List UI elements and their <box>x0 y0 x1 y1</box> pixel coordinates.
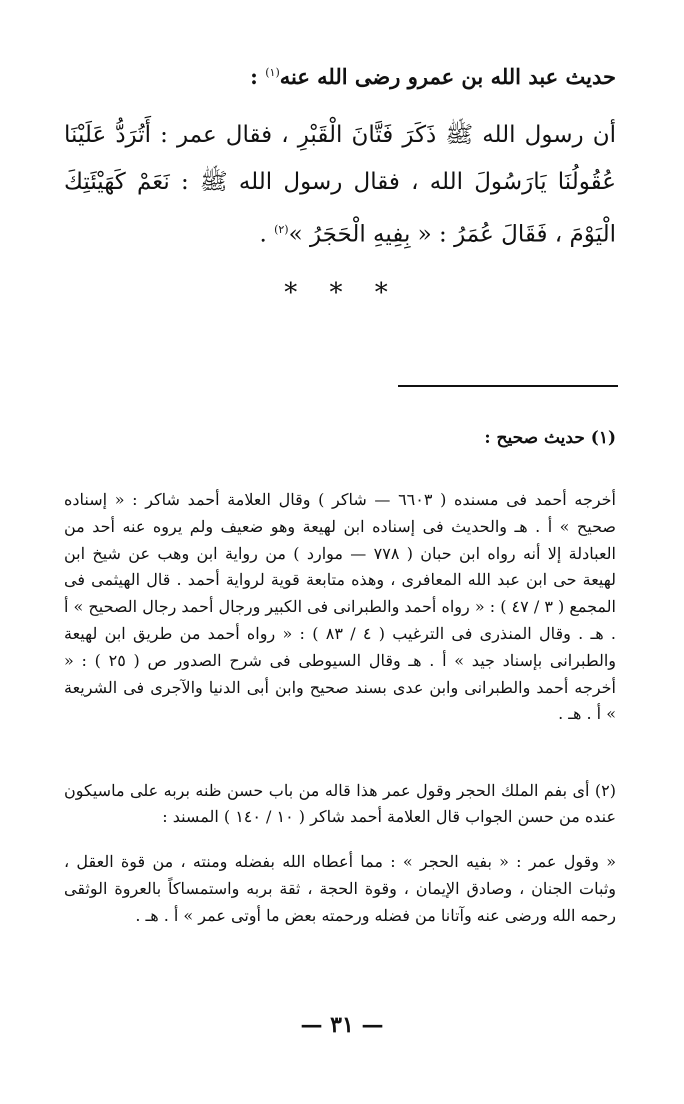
hadith-footnote-ref: (٢) <box>274 223 289 236</box>
section-separator: * * * <box>284 278 400 308</box>
footnote-divider <box>398 385 618 387</box>
hadith-text-block <box>64 112 616 259</box>
hadith-title <box>64 58 616 92</box>
footnote-2-body: (٢) أى بفم الملك الحجر وقول عمر هذا قاله من باب حسن ظنه بربه على ماسيكون عنده من حسن الجواب قال العلامة أحمد شاكر ( ١٠ / ١٤٠ ) المسند : <box>64 781 616 826</box>
title-text: حديث عبد الله بن عمرو رضى الله عنه <box>279 64 616 89</box>
footnote-1-body: أخرجه أحمد فى مسنده ( ٦٦٠٣ — شاكر ) وقال العلامة أحمد شاكر : « إسناده صحيح » أ . هـ والحديث فى إسناده ابن لهيعة وهو ضعيف ولم يروه عنه أحد من العبادلة إلا أنه رواه ابن حبان ( ٧٧٨ — موارد ) من رواية ابن وهب عن شيخ ابن لهيعة حى ابن عبد الله المعافرى ، وهذه متابعة قوية لرواية أحمد . قال الهيثمى فى المجمع ( ٣ / ٤٧ ) : « رواه أحمد والطبرانى فى الكبير ورجال أحمد رجال الصحيح » أ . هـ . وقال المنذرى فى الترغيب ( ٤ / ٨٣ ) : « رواه أحمد من طريق ابن لهيعة والطبرانى بإسناد جيد » أ . هـ وقال السيوطى فى شرح الصدور ص ( ٢٥ ) : « أخرجه أحمد والطبرانى وابن عدى بسند صحيح وابن أبى الدنيا والآجرى فى الشريعة » أ . هـ . <box>64 490 617 724</box>
title-footnote-ref: (١) <box>265 66 280 79</box>
hadith-suffix: . <box>259 221 275 248</box>
hadith-text: أن رسول الله ﷺ ذَكَرَ فَتَّانَ الْقَبْرِ ، فقال عمر : أَتُرَدُّ عَلَيْنَا عُقُولُنَا يَارَسُولَ الله ، فقال رسول الله ﷺ : نَعَمْ كَهَيْئَتِكَ الْيَوْمَ ، فَقَالَ عُمَرُ : « بِفِيهِ الْحَجَرُ » <box>64 122 616 248</box>
page-number: — ٣١ — <box>300 1012 384 1038</box>
footnote-2-quote: « وقول عمر : « بفيه الحجر » : مما أعطاه الله بفضله ومنته ، من قوة العقل ، وثبات الجنان ، وصادق الإيمان ، وقوة الحجة ، ثقة بربه واستمساكاً بالعروة الوثقى رحمه الله ورضى عنه وآتانا من فضله ورحمته بعض ما أوتى عمر » أ . هـ . <box>64 852 616 925</box>
footnote-1-heading: (١) حديث صحيح : <box>484 428 616 448</box>
title-suffix: : <box>250 64 266 89</box>
